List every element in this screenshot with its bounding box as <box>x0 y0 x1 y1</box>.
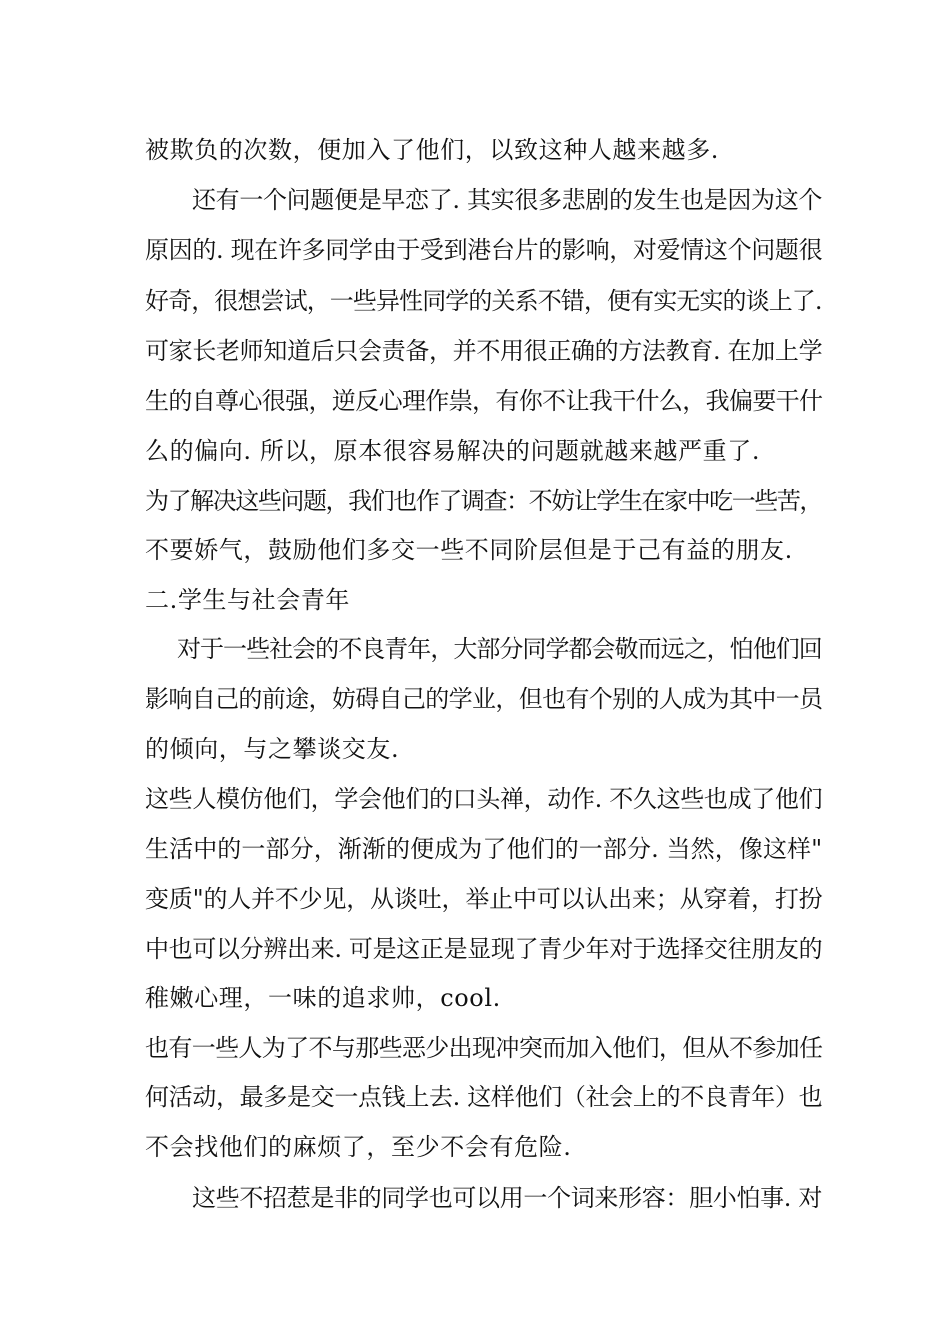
paragraph-first-line: 还有一个问题便是早恋了. 其实很多悲剧的发生也是因为这个 <box>192 186 823 214</box>
paragraph-first-line: 这些人模仿他们，学会他们的口头禅，动作. 不久这些也成了他们 <box>145 785 823 813</box>
text-line: 变质"的人并不少见，从谈吐，举止中可以认出来；从穿着，打扮 <box>145 885 823 913</box>
text-line: 生活中的一部分，渐渐的便成为了他们的一部分. 当然，像这样" <box>145 835 823 863</box>
text-line: 可家长老师知道后只会责备，并不用很正确的方法教育. 在加上学 <box>145 337 823 365</box>
paragraph-first-line: 这些不招惹是非的同学也可以用一个词来形容：胆小怕事. 对 <box>192 1184 823 1212</box>
text-line: 不要娇气，鼓励他们多交一些不同阶层但是于己有益的朋友. <box>145 536 793 564</box>
text-line: 影响自己的前途，妨碍自己的学业，但也有个别的人成为其中一员 <box>145 685 823 713</box>
text-line: 不会找他们的麻烦了，至少不会有危险. <box>145 1133 572 1161</box>
text-line: 好奇，很想尝试，一些异性同学的关系不错，便有实无实的谈上了. <box>145 287 822 315</box>
text-line: 何活动，最多是交一点钱上去. 这样他们（社会上的不良青年）也 <box>145 1083 823 1111</box>
text-line: 生的自尊心很强，逆反心理作祟，有你不让我干什么，我偏要干什 <box>145 387 823 415</box>
text-line: 中也可以分辨出来. 可是这正是显现了青少年对于选择交往朋友的 <box>145 935 823 963</box>
paragraph-first-line: 对于一些社会的不良青年，大部分同学都会敬而远之，怕他们回 <box>177 635 822 663</box>
text-line: 稚嫩心理，一味的追求帅，cool. <box>145 984 501 1012</box>
text-line: 么的偏向. 所以，原本很容易解决的问题就越来越严重了. <box>145 437 761 465</box>
section-heading: 二.学生与社会青年 <box>145 586 351 614</box>
text-line: 的倾向，与之攀谈交友. <box>145 735 400 763</box>
text-line: 被欺负的次数，便加入了他们，以致这种人越来越多. <box>145 136 720 164</box>
text-line: 原因的. 现在许多同学由于受到港台片的影响，对爱情这个问题很 <box>145 236 823 264</box>
paragraph-first-line: 为了解决这些问题，我们也作了调查：不妨让学生在家中吃一些苦， <box>145 487 822 515</box>
paragraph-first-line: 也有一些人为了不与那些恶少出现冲突而加入他们，但从不参加任 <box>145 1034 823 1062</box>
